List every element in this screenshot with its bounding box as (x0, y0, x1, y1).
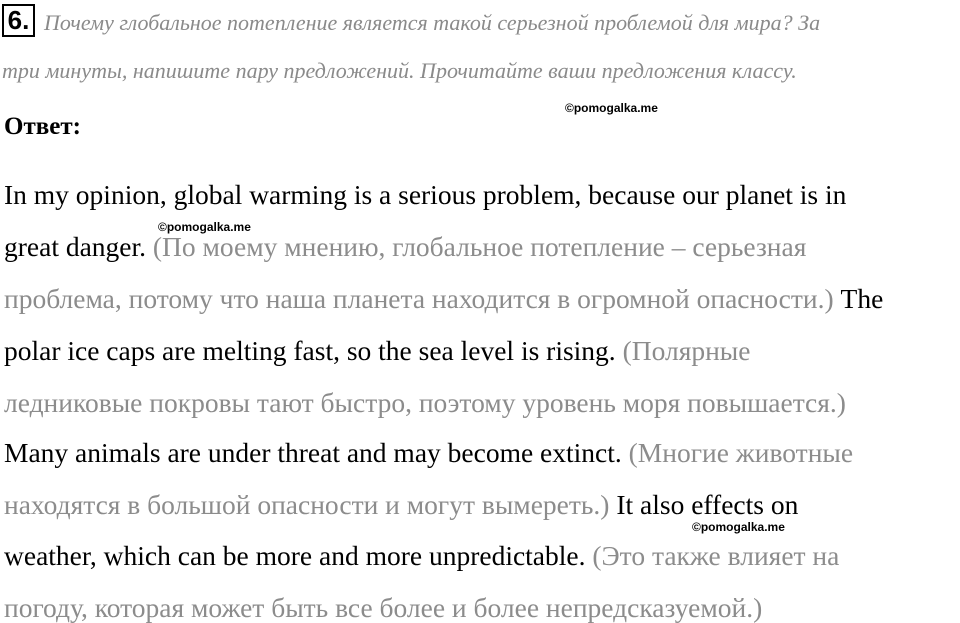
answer-line (4, 593, 762, 623)
english-text: Many animals are under threat and may become extinct. (4, 437, 629, 468)
english-text: weather, which can be more and more unpredictable. (4, 540, 593, 571)
english-text: great danger. (4, 231, 153, 262)
answer-line (4, 438, 853, 468)
english-text: In my opinion, global warming is a serious problem, because our planet is in (4, 179, 847, 210)
english-text: polar ice caps are melting fast, so the sea level is rising. (4, 335, 623, 366)
answer-heading: Ответ: (4, 113, 81, 140)
translation-text: (По моему мнению, глобальное потепление – серьезная (152, 231, 807, 262)
answer-line (4, 541, 839, 571)
watermark: ©pomogalka.me (158, 220, 251, 234)
translation-text: находятся в большой опасности и могут вымереть.) (4, 489, 610, 520)
translation-text: (Многие животные (628, 437, 854, 468)
watermark: ©pomogalka.me (565, 101, 658, 115)
task-text-line-1: Почему глобальное потепление является такой серьезной проблемой для мира? За (44, 10, 821, 35)
translation-text: ледниковые покровы тают быстро, поэтому уровень моря повышается.) (4, 387, 846, 418)
task-number-badge: 6. (2, 4, 35, 37)
translation-text: (Полярные (622, 335, 751, 366)
answer-line (4, 490, 798, 520)
watermark: ©pomogalka.me (692, 520, 785, 534)
translation-text: погоду, которая может быть все более и более непредсказуемой.) (4, 592, 763, 623)
answer-line (4, 180, 846, 210)
answer-line (4, 284, 883, 314)
task-text-line-2: три минуты, напишите пару предложений. Прочитайте ваши предложения классу. (2, 58, 797, 83)
translation-text: проблема, потому что наша планета находится в огромной опасности.) (4, 283, 834, 314)
answer-line (4, 336, 751, 366)
english-text: It also effects on (609, 489, 799, 520)
english-text: The (833, 283, 884, 314)
answer-line (4, 388, 846, 418)
translation-text: (Это также влияет на (592, 540, 840, 571)
answer-line (4, 232, 806, 262)
